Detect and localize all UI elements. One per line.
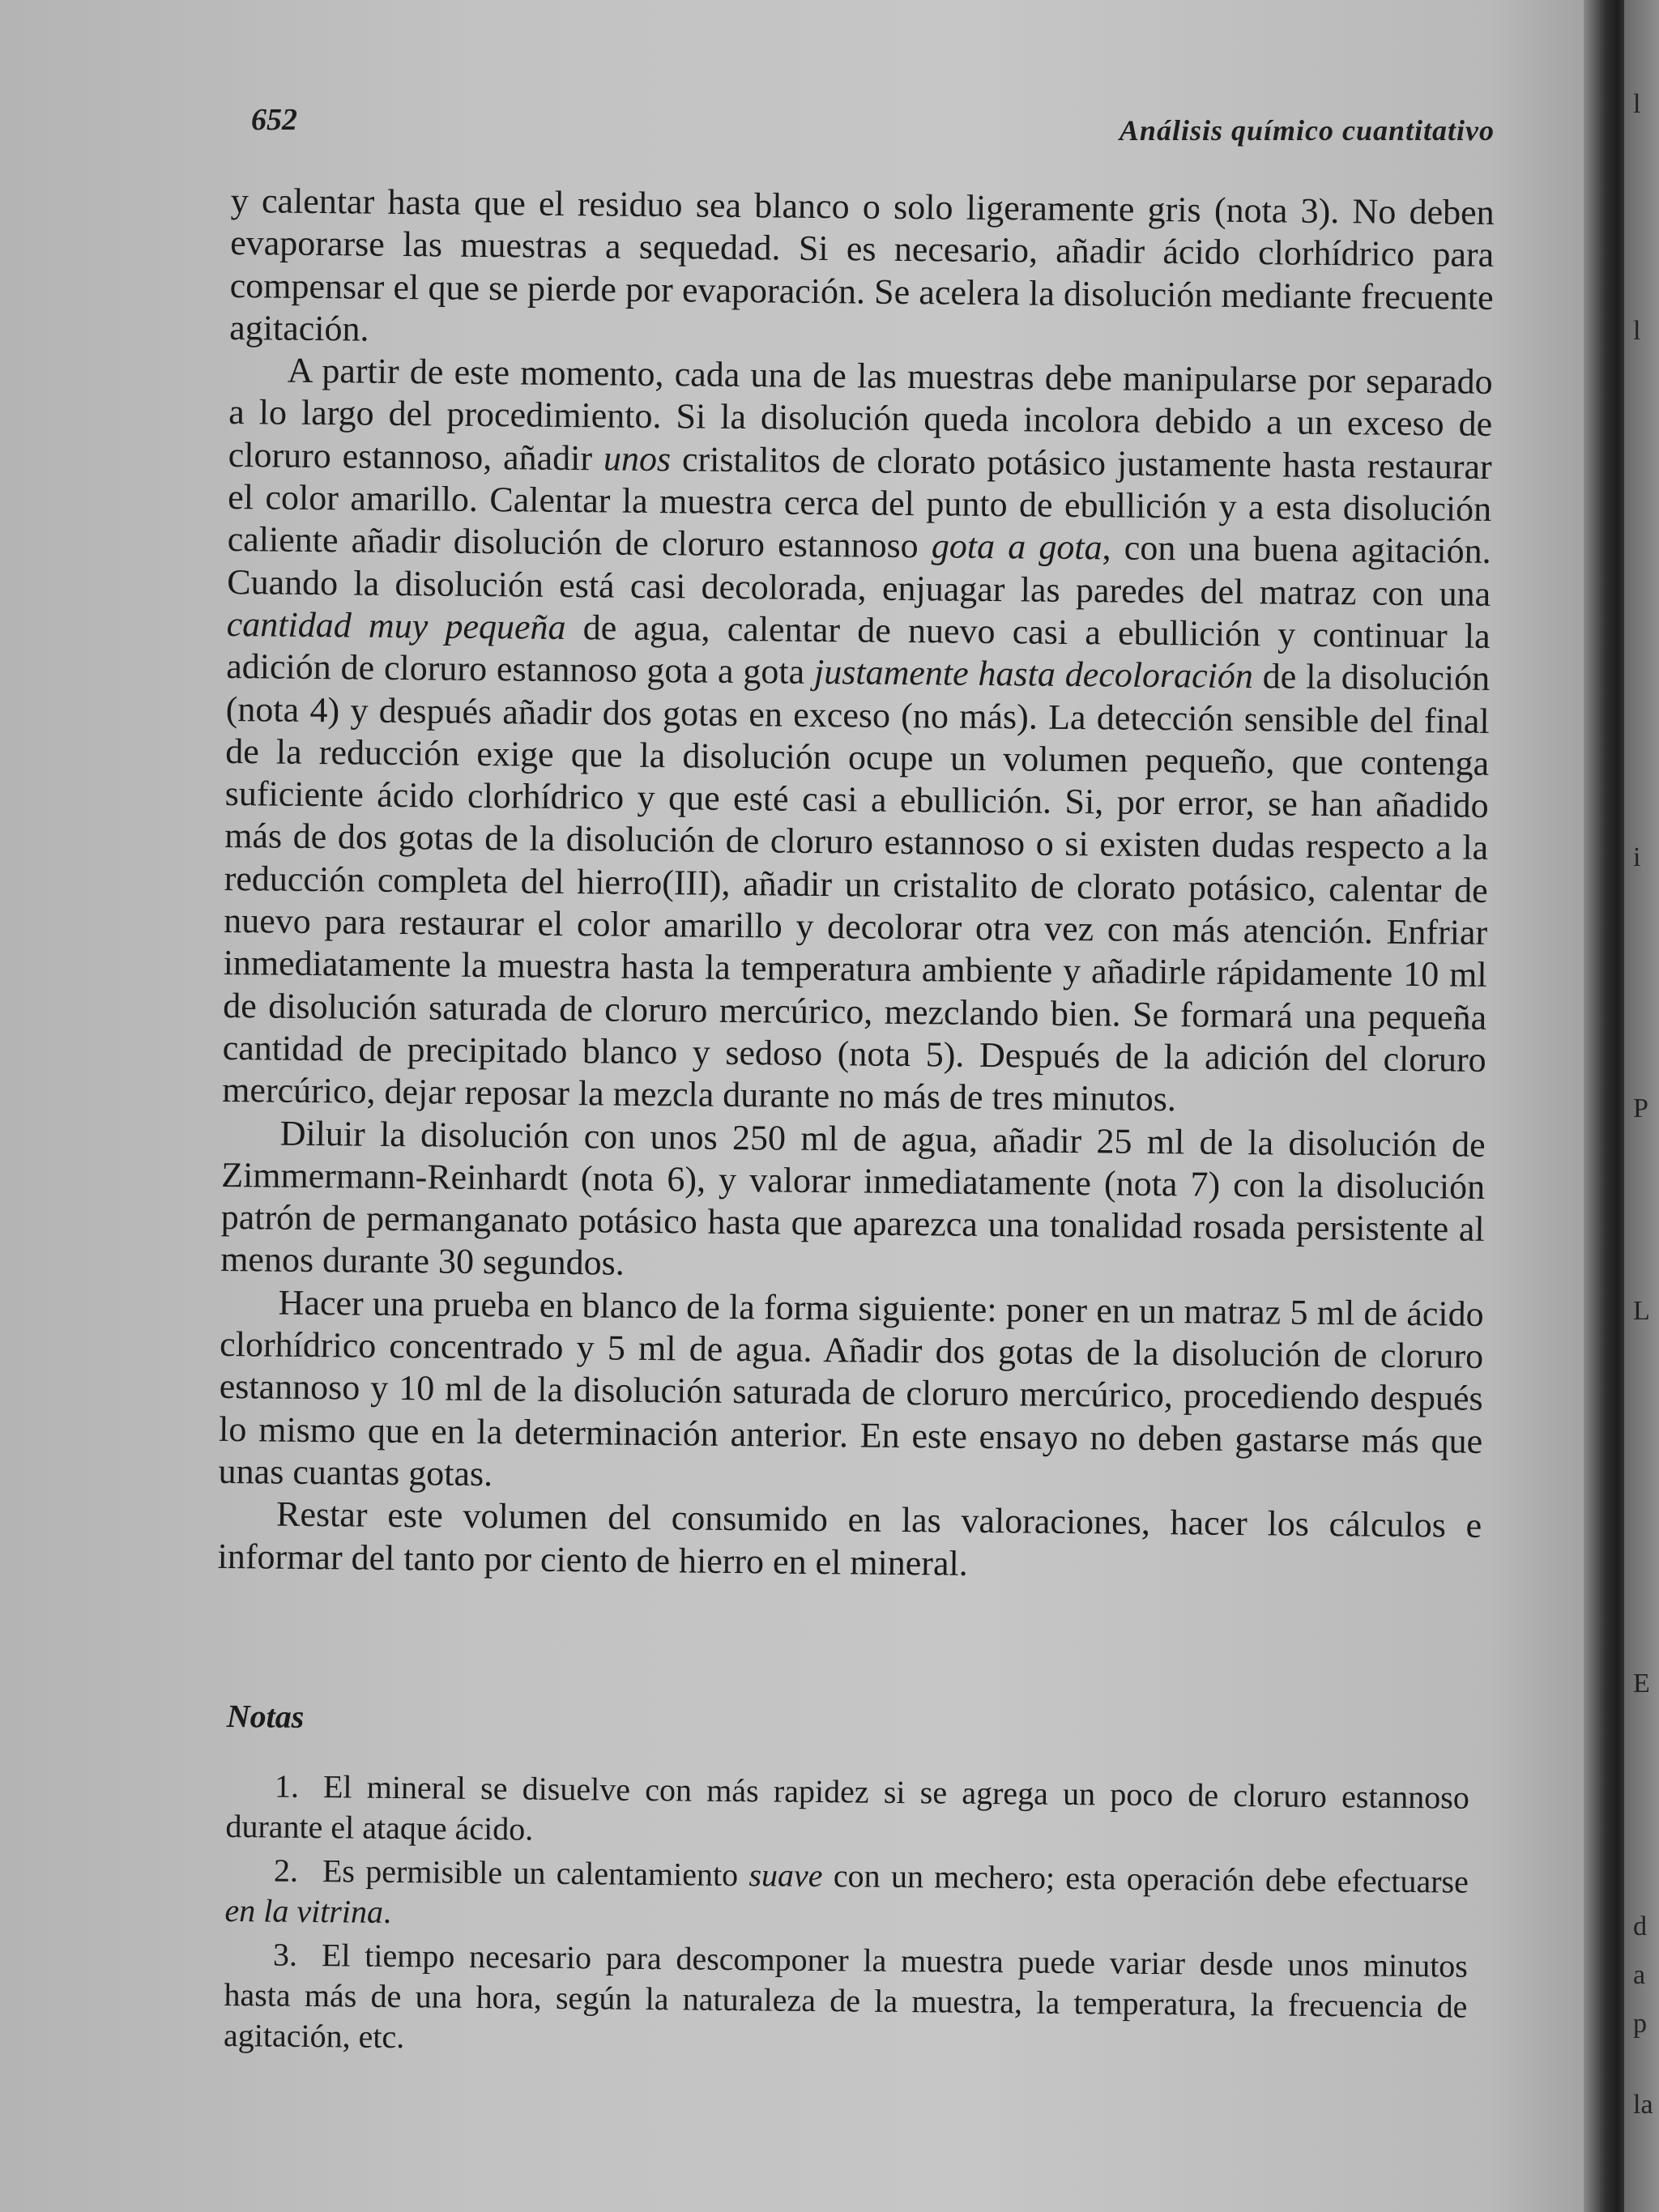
paragraph-2-part-a: A partir de este momento, cada una de las muestras debe manipularse por separado a lo largo del procedimiento. Si la disolución queda incolora debido a un exceso de cloruro estannoso, añadir (228, 350, 1493, 479)
note-2-part-c: con un mechero; esta operación debe efectuarse (822, 1857, 1469, 1900)
edge-fragment: d (1633, 1912, 1647, 1941)
paragraph-2-part-c: cristalitos de clorato potásico justamente hasta restaurar el color amarillo. Calentar la muestra cerca del punto de ebullición y a esta disolución caliente añadir disolución de cloruro estannoso (227, 439, 1492, 566)
notes-heading: Notas (226, 1698, 305, 1735)
paragraph-2-part-i: de la disolución (nota 4) y después añadir dos gotas en exceso (no más). La detección sensible del final de la reducción exige que la disolución ocupe un volumen pequeño, que contenga suficiente ácido clorhídrico y que esté casi a ebullición. Si, por error, se han añadido más de dos gotas de la disolución de cloruro estannoso o si existen dudas respecto a la reducción completa del hierro(III), añadir un cristalito de clorato potásico, calentar de nuevo para restaurar el color amarillo y decolorar otra vez con más atención. Enfriar inmediatamente la muestra hasta la temperatura ambiente y añadirle rápidamente 10 ml de disolución saturada de cloruro mercúrico, mezclando bien. Se formará una pequeña cantidad de precipitado blanco y sedoso (nota 5). Después de la adición del cloruro mercúrico, dejar reposar la mezcla durante no más de tres minutos. (221, 656, 1491, 1119)
edge-fragment: l (1633, 89, 1641, 119)
paragraph-3: Diluir la disolución con unos 250 ml de agua, añadir 25 ml de la disolución de Zimmermann-Reinhardt (nota 6), y valorar inmediatamente (nota 7) con la disolución patrón de permanganato potásico hasta que aparezca una tonalidad rosada persistente al menos durante 30 segundos. (220, 1113, 1486, 1284)
edge-fragment: l (1633, 316, 1641, 346)
body-text (217, 180, 1494, 1590)
paragraph-2-emphasis-cantidad: cantidad muy pequeña (226, 603, 566, 647)
note-2 (224, 1850, 1469, 1943)
next-page-edge-fragments (1628, 0, 1659, 2212)
note-2-part-e: . (382, 1893, 392, 1930)
edge-fragment: L (1633, 1296, 1650, 1326)
note-3 (224, 1934, 1468, 2068)
edge-fragment: a (1633, 1960, 1646, 1990)
edge-fragment: E (1633, 1669, 1650, 1698)
paragraph-2-part-g: de agua, calentar de nuevo casi a ebullición y continuar la adición de cloruro estannoso gota a gota (225, 607, 1491, 693)
note-2-emphasis-suave: suave (748, 1856, 823, 1894)
note-3-text: El tiempo necesario para descomponer la muestra puede variar desde unos minutos hasta más de una hora, según la naturaleza de la muestra, la temperatura, la frecuencia de agitación, etc. (223, 1937, 1469, 2056)
edge-fragment: i (1633, 842, 1641, 872)
paragraph-4: Hacer una prueba en blanco de la forma siguiente: poner en un matraz 5 ml de ácido clorhídrico concentrado y 5 ml de agua. Añadir dos gotas de la disolución de cloruro estannoso y 10 ml de la disolución saturada de cloruro mercúrico, procediendo después lo mismo que en la determinación anterior. En este ensayo no deben gastarse más que unas cuantas gotas. (218, 1282, 1484, 1494)
page-number: 652 (251, 103, 297, 137)
note-2-number: 2. (273, 1852, 299, 1889)
note-1-text: El mineral se disuelve con más rapidez si se agrega un poco de cloruro estannoso durante el ataque ácido. (225, 1768, 1470, 1848)
note-3-number: 3. (272, 1936, 298, 1973)
paragraph-1: y calentar hasta que el residuo sea blanco o solo ligeramente gris (nota 3). No deben evaporarse las muestras a sequedad. Si es necesario, añadir ácido clorhídrico para compensar el que se pierde por evaporación. Se acelera la disolución mediante frecuente agitación. (229, 180, 1495, 349)
note-1-number: 1. (274, 1767, 300, 1805)
edge-fragment: p (1633, 2009, 1647, 2039)
note-1 (225, 1766, 1469, 1859)
note-2-part-a: Es permisible un calentamiento (322, 1852, 749, 1894)
paragraph-2-emphasis-gota-a-gota: gota a gota (931, 526, 1102, 568)
notes-section (224, 1697, 1470, 2071)
running-head (251, 96, 1495, 152)
paragraph-2-part-e: , con una buena agitación. Cuando la disolución está casi decolorada, enjuagar las paredes del matraz con una (227, 527, 1491, 614)
paragraph-2-emphasis-unos: unos (603, 438, 672, 479)
edge-fragment: P (1633, 1093, 1648, 1123)
edge-fragment: la (1633, 2090, 1653, 2120)
note-2-emphasis-vitrina: en la vitrina (224, 1891, 384, 1930)
running-title: Análisis químico cuantitativo (1119, 114, 1495, 147)
paragraph-2-emphasis-decoloracion: justamente hasta decoloración (813, 652, 1254, 697)
paragraph-2 (222, 349, 1493, 1123)
paragraph-5: Restar este volumen del consumido en las valoraciones, hacer los cálculos e informar del tanto por ciento de hierro en el mineral. (217, 1494, 1482, 1583)
